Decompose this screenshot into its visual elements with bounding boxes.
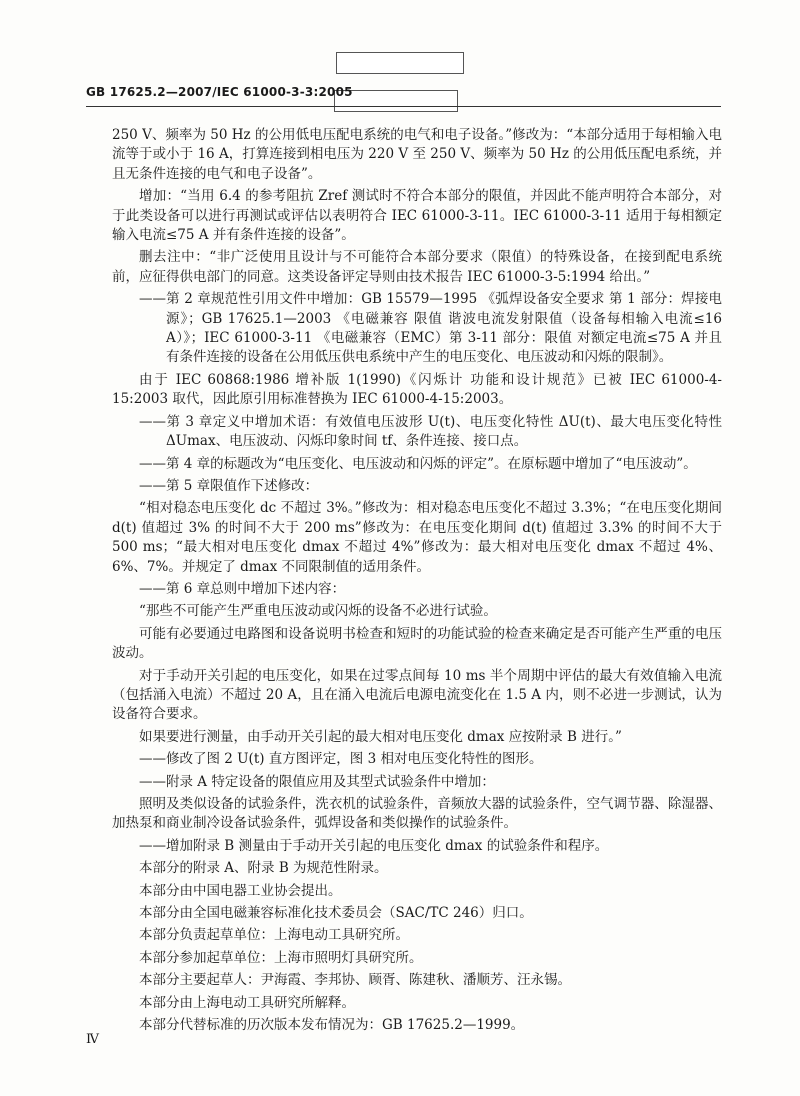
paragraph: 如果要进行测量，由手动开关引起的最大相对电压变化 dmax 应按附录 B 进行。” — [139, 728, 622, 745]
paragraph: ——第 5 章限值作下述修改： — [139, 477, 319, 494]
paragraph: 本部分代替标准的历次版本发布情况为：GB 17625.2—1999。 — [139, 1017, 525, 1034]
paragraph: 本部分的附录 A、附录 B 为规范性附录。 — [139, 860, 388, 877]
paragraph: ——第 3 章定义中增加术语：有效值电压波形 U(t)、电压变化特性 ΔU(t)、最大电压变化特性 ΔUmax、电压波动、闪烁印象时间 tf、条件连接、接口点。 — [139, 413, 722, 450]
paragraph: ——附录 A 特定设备的限值应用及其型式试验条件中增加： — [139, 773, 495, 790]
paragraph: 增加：“当用 6.4 的参考阻抗 Zref 测试时不符合本部分的限值，并因此不能声明符合本部分，对于此类设备可以进行再测试或评估以表明符合 IEC 61000-3-11。IEC 61000-3-11 适用于每相额定输入电流≤75 A 并有条件连接的设备”。 — [112, 188, 722, 244]
document-body — [112, 126, 722, 1038]
paragraph: “那些不可能产生严重电压波动或闪烁的设备不必进行试验。 — [139, 603, 497, 620]
paragraph: 由于 IEC 60868:1986 增补版 1(1990)《闪烁计 功能和设计规范》已被 IEC 61000-4-15:2003 取代，因此原引用标准替换为 IEC 61000-4-15:2003。 — [112, 371, 722, 408]
paragraph: 本部分由中国电器工业协会提出。 — [139, 882, 342, 899]
redaction-box-top — [336, 52, 464, 74]
header-rule — [86, 106, 721, 107]
paragraph: ——第 2 章规范性引用文件中增加：GB 15579—1995 《弧焊设备安全要求 第 1 部分：焊接电源》；GB 17625.1—2003 《电磁兼容 限值 谐波电流发射限值（设备每相输入电流≤16 A）》；IEC 61000-3-11 《电磁兼容（EMC）第 3-11 部分：限值 对额定电流≤75 A 并且有条件连接的设备在公用低压供电系统中产生的电压变化、电压波动和闪烁的限制》。 — [139, 291, 722, 366]
paragraph: 本部分由全国电磁兼容标准化技术委员会（SAC/TC 246）归口。 — [139, 905, 533, 922]
paragraph: 照明及类似设备的试验条件，洗衣机的试验条件，音频放大器的试验条件，空气调节器、除湿器、加热泵和商业制冷设备试验条件，弧焊设备和类似操作的试验条件。 — [112, 796, 722, 832]
paragraph: ——修改了图 2 U(t) 直方图评定，图 3 相对电压变化特性的图形。 — [139, 751, 543, 768]
paragraph: 可能有必要通过电路图和设备说明书检查和短时的功能试验的检查来确定是否可能产生严重的电压波动。 — [112, 625, 722, 662]
paragraph: ——第 6 章总则中增加下述内容： — [139, 580, 346, 597]
paragraph: 删去注中：“非广泛使用且设计与不可能符合本部分要求（限值）的特殊设备，在接到配电系统前，应征得供电部门的同意。这类设备评定导则由技术报告 IEC 61000-3-5:1994 给出。” — [112, 249, 722, 285]
paragraph: 本部分由上海电动工具研究所解释。 — [139, 994, 355, 1011]
paragraph: “相对稳态电压变化 dc 不超过 3%。”修改为：相对稳态电压变化不超过 3.3%；“在电压变化期间 d(t) 值超过 3% 的时间不大于 200 ms”修改为：在电压变化期间 d(t) 值超过 3.3% 的时间不大于 500 ms；“最大相对电压变化 dmax 不超过 4%”修改为：最大相对电压变化 dmax 不超过 4%、6%、7%。并规定了 dmax 不同限制值的适用条件。 — [112, 500, 722, 575]
paragraph: 本部分负责起草单位：上海电动工具研究所。 — [139, 927, 409, 944]
paragraph: 250 V、频率为 50 Hz 的公用低电压配电系统的电气和电子设备。”修改为：“本部分适用于每相输入电流等于或小于 16 A，打算连接到相电压为 220 V 至 250 V、频率为 50 Hz 的公用低压配电系统，并且无条件连接的电气和电子设备”。 — [112, 127, 722, 182]
paragraph: 本部分主要起草人：尹海霞、李邦协、顾胥、陈建秋、潘顺芳、汪永锡。 — [139, 972, 571, 989]
paragraph: 本部分参加起草单位：上海市照明灯具研究所。 — [139, 949, 423, 966]
standard-header: GB 17625.2—2007/IEC 61000-3-3:2005 — [86, 85, 353, 99]
paragraph: ——增加附录 B 测量由于手动开关引起的电压变化 dmax 的试验条件和程序。 — [139, 837, 609, 854]
paragraph: 对于手动开关引起的电压变化，如果在过零点间每 10 ms 半个周期中评估的最大有效值输入电流（包括涌入电流）不超过 20 A，且在涌入电流后电源电流变化在 1.5 A 内，则不必进一步测试，认为设备符合要求。 — [112, 667, 722, 723]
page-number: Ⅳ — [86, 1032, 99, 1047]
paragraph: ——第 4 章的标题改为“电压变化、电压波动和闪烁的评定”。在原标题中增加了“电压波动”。 — [139, 455, 697, 472]
